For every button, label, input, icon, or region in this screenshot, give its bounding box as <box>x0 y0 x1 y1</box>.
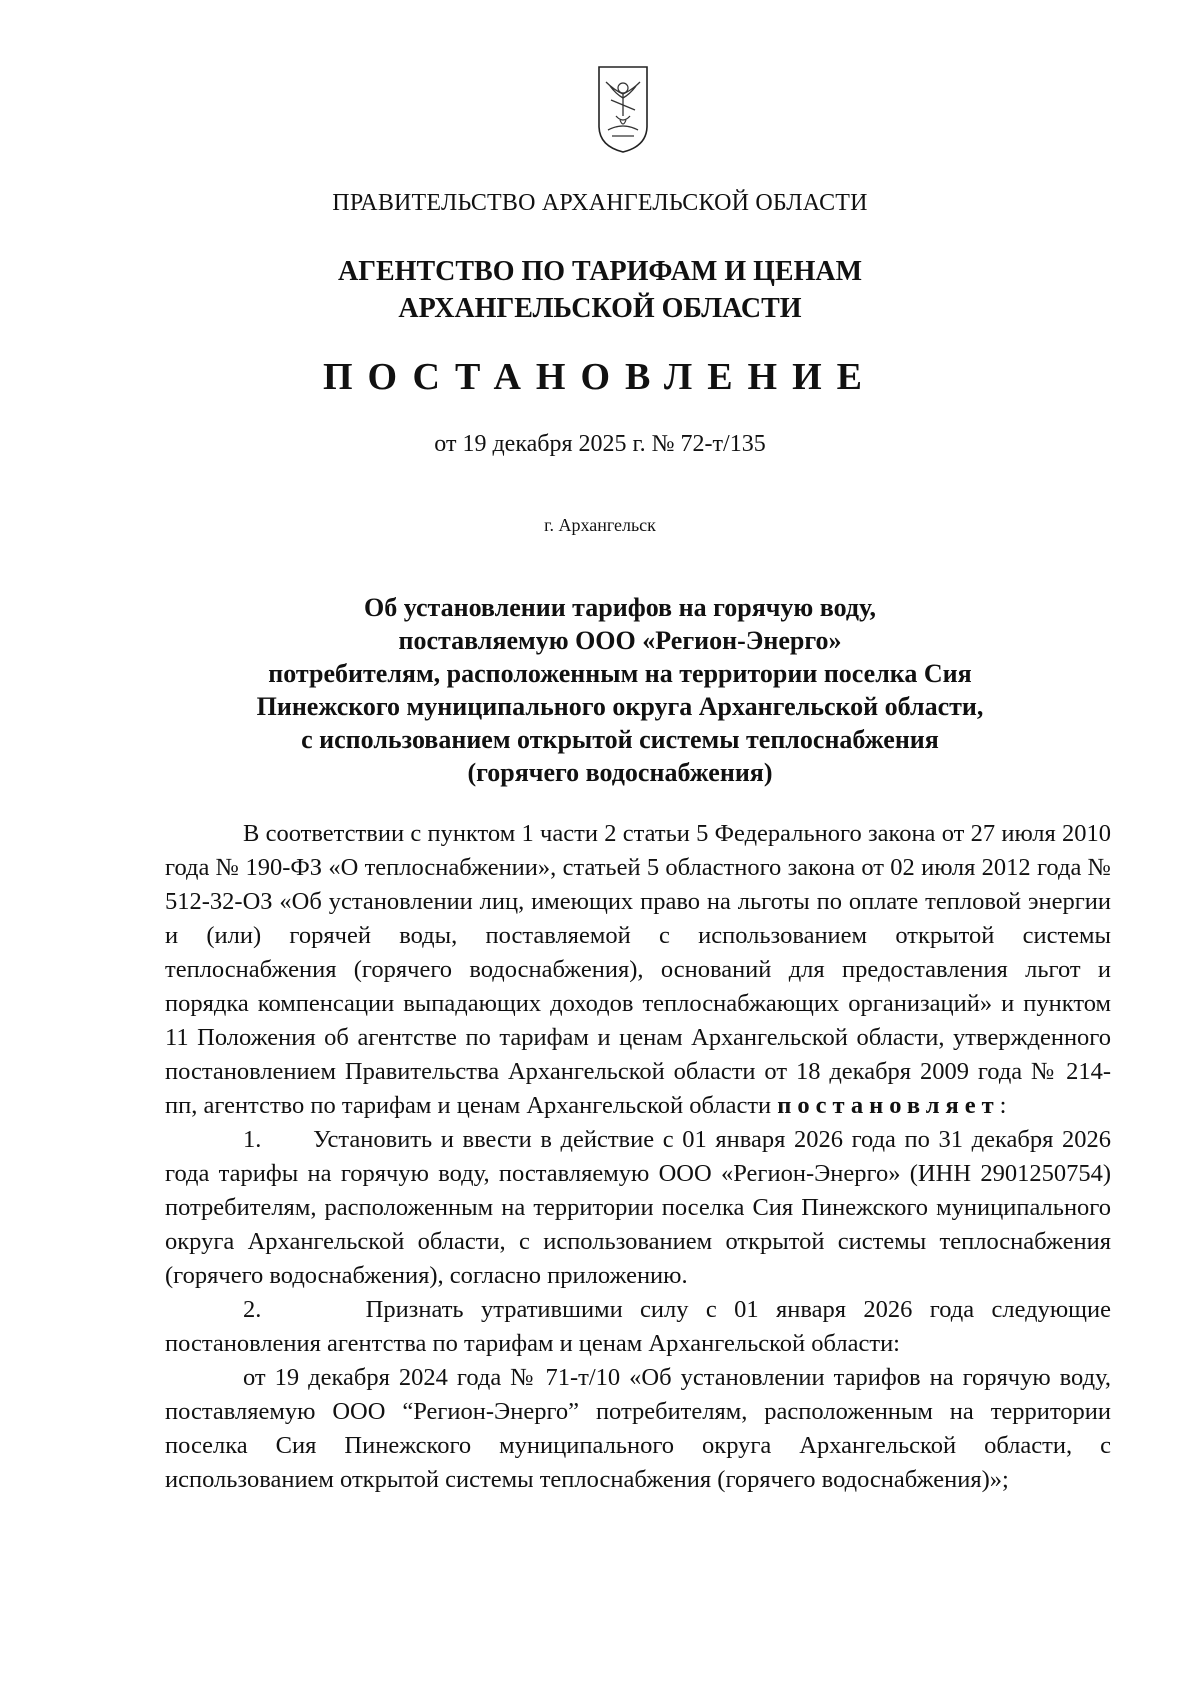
agency-name-line-1: АГЕНТСТВО ПО ТАРИФАМ И ЦЕНАМ <box>337 256 863 287</box>
item-2-sub-paragraph: от 19 декабря 2024 года № 71-т/10 «Об установлении тарифов на горячую воду, поставляемую ООО “Регион-Энерго” потребителям, расположенным на территории поселка Сия Пинежского муниципального округа Архангельской области, с использованием открытой системы теплоснабжения (горячего водоснабжения)»; <box>165 1364 1111 1493</box>
document-body <box>165 817 1111 1497</box>
document-title <box>160 591 1080 789</box>
item-2-number: 2. <box>243 1296 262 1323</box>
item-1-number: 1. <box>243 1126 262 1153</box>
preamble-paragraph <box>165 817 1111 1123</box>
title-line: с использованием открытой системы теплоснабжения <box>301 725 939 754</box>
coat-of-arms-emblem <box>596 64 650 154</box>
title-line: поставляемую ООО «Регион-Энерго» <box>398 626 842 655</box>
title-line: (горячего водоснабжения) <box>467 758 773 787</box>
document-date-number: от 19 декабря 2025 г. № 72-т/135 <box>434 431 766 457</box>
document-type: ПОСТАНОВЛЕНИЕ <box>322 356 878 398</box>
item-2-text: Признать утратившими силу с 01 января 2026 года следующие постановления агентства по тарифам и ценам Архангельской области: <box>165 1296 1112 1357</box>
agency-name <box>0 253 1200 327</box>
resolves-word: постановляет <box>777 1092 1000 1119</box>
title-line: потребителям, расположенным на территории поселка Сия <box>268 659 972 688</box>
resolves-colon: : <box>999 1092 1007 1119</box>
item-1-text: Установить и ввести в действие с 01 января 2026 года по 31 декабря 2026 года тарифы на горячую воду, поставляемую ООО «Регион-Энерго» (ИНН 2901250754) потребителям, расположенным на территории поселка Сия Пинежского муниципального округа Архангельской области, с использованием открытой системы теплоснабжения (горячего водоснабжения), согласно приложению. <box>165 1126 1112 1289</box>
preamble-text: В соответствии с пунктом 1 части 2 статьи 5 Федерального закона от 27 июля 2010 года № 190-ФЗ «О теплоснабжении», статьей 5 областного закона от 02 июля 2012 года № 512-32-ОЗ «Об установлении лиц, имеющих право на льготы по оплате тепловой энергии и (или) горячей воды, поставляемой с использованием открытой системы теплоснабжения (горячего водоснабжения), оснований для предоставления льгот и порядка компенсации выпадающих доходов теплоснабжающих организаций» и пунктом 11 Положения об агентстве по тарифам и ценам Архангельской области, утвержденного постановлением Правительства Архангельской области от 18 декабря 2009 года № 214-пп, агентство по тарифам и ценам Архангельской области <box>165 820 1111 1119</box>
item-1-paragraph <box>165 1123 1111 1293</box>
title-line: Пинежского муниципального округа Архангельской области, <box>256 692 984 721</box>
government-name: ПРАВИТЕЛЬСТВО АРХАНГЕЛЬСКОЙ ОБЛАСТИ <box>332 190 868 216</box>
title-line: Об установлении тарифов на горячую воду, <box>364 593 876 622</box>
document-city: г. Архангельск <box>544 515 656 535</box>
item-2-paragraph <box>165 1293 1111 1361</box>
agency-name-line-2: АРХАНГЕЛЬСКОЙ ОБЛАСТИ <box>398 293 802 324</box>
